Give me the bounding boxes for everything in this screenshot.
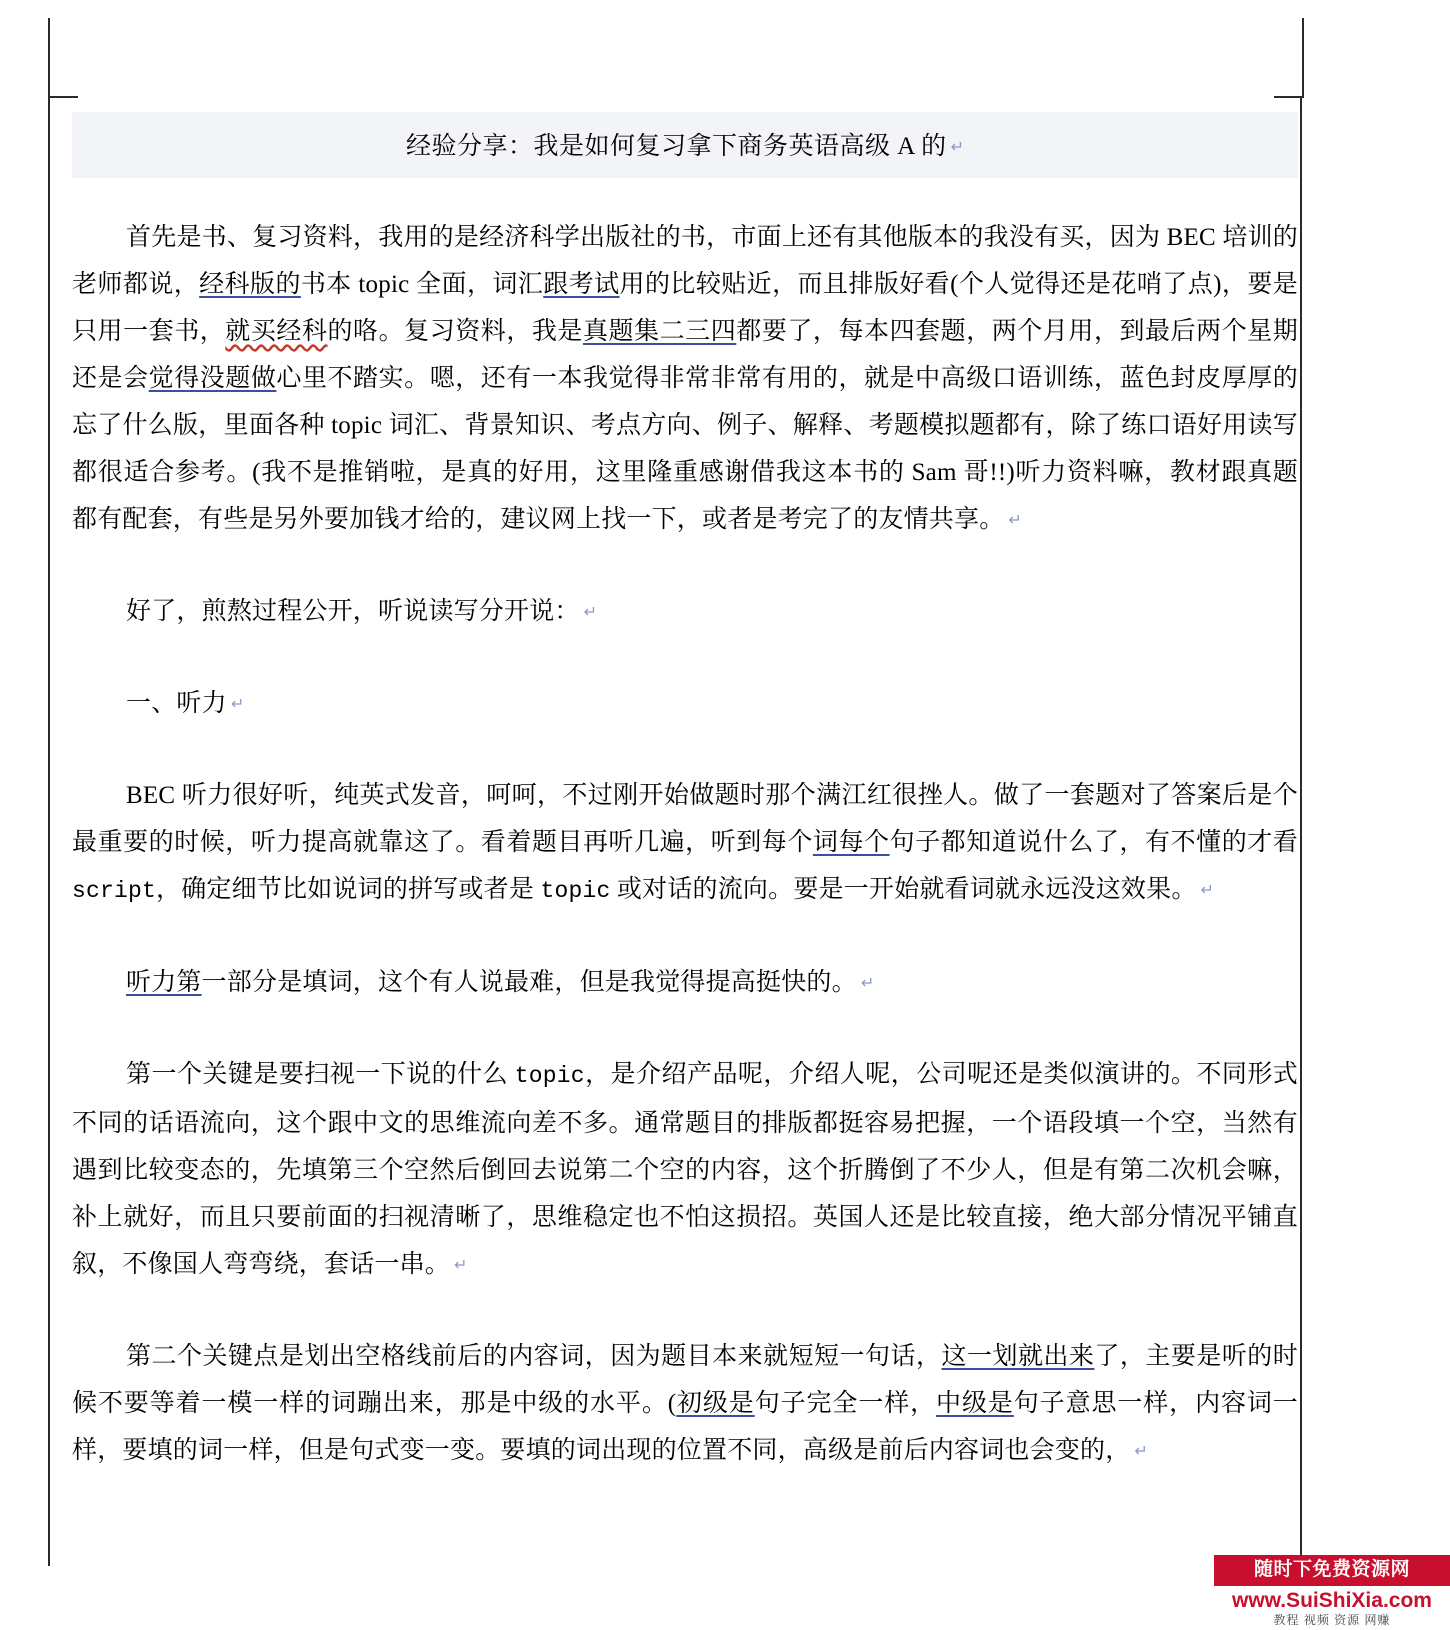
paragraph-6 [72, 1051, 1298, 1289]
crop-mark-top-right [1274, 18, 1304, 98]
text-run: 初级是 [676, 1390, 755, 1417]
text-run: script [72, 878, 157, 904]
text-run: 这一划就出来 [941, 1343, 1095, 1370]
text-run: 跟考试 [543, 271, 620, 298]
text-run: 首先是书、复习资料，我用的是经济科学出版社的书，市面上还有其他版本的我没有买，因为 BEC 培训的老师都说， [72, 224, 1298, 298]
text-run: 听力第 [126, 969, 202, 996]
pilcrow-mark: ↵ [1200, 882, 1215, 899]
pilcrow-mark: ↵ [950, 139, 965, 156]
watermark-line-3: 教程 视频 资源 网赚 [1214, 1614, 1450, 1630]
text-run: topic [540, 878, 611, 904]
text-run: BEC 听力很好听，纯英式发音，呵呵，不过刚开始做题时那个满江红很挫人。做了一套题对了答案后是个最重要的时候，听力提高就靠这了。看着题目再听几遍，听到每个 [72, 782, 1298, 856]
pilcrow-mark: ↵ [583, 604, 598, 621]
text-run: 句子都知道说什么了，有不懂的才看 [889, 829, 1298, 856]
text-run: 词每个 [812, 829, 890, 856]
paragraph-4 [72, 772, 1298, 915]
text-run: 的咯。复习资料，我是 [327, 318, 583, 345]
text-run: 句子完全一样， [754, 1390, 937, 1417]
page-title: 经验分享：我是如何复习拿下商务英语高级 A 的 [405, 133, 947, 160]
paragraph-2 [72, 588, 1298, 636]
text-run: 都要了，每本四套题，两个月用，到最后两个星期还是会 [72, 318, 1298, 392]
paragraph-1 [72, 214, 1298, 544]
text-run: ，确定细节比如说词的拼写或者是 [156, 876, 541, 903]
pilcrow-mark: ↵ [454, 1257, 468, 1274]
text-run: 好了，煎熬过程公开，听说读写分开说： [126, 598, 580, 625]
text-run: 觉得没题做 [148, 365, 277, 392]
text-run: 一、听力 [126, 690, 227, 717]
text-run: 了，主要是听的时候不要等着一模一样的词蹦出来，那是中级的水平。( [72, 1343, 1298, 1417]
watermark [1214, 1555, 1450, 1630]
crop-mark-top-left [48, 18, 78, 98]
paragraph-3-heading-listening [72, 680, 1298, 728]
text-run: 用的比较贴近，而且排版好看(个人觉得还是花哨了点)，要是只用一套书， [72, 271, 1298, 345]
text-run: 心里不踏实。嗯，还有一本我觉得非常非常有用的，就是中高级口语训练，蓝色封皮厚厚的忘了什么版，里面各种 topic 词汇、背景知识、考点方向、例子、解释、考题模拟题都有，除了练口语好用读写都很适合参考。(我不是推销啦，是真的好用，这里隆重感谢借我这本书的 Sam 哥!!)听力资料嘛，教材跟真题都有配套，有些是另外要加钱才给的，建议网上找一下，或者是考完了的友情共享。 [72, 365, 1298, 533]
text-run: ，是介绍产品呢，介绍人呢，公司呢还是类似演讲的。不同形式不同的话语流向，这个跟中文的思维流向差不多。通常题目的排版都挺容易把握，一个语段填一个空，当然有遇到比较变态的，先填第三个空然后倒回去说第二个空的内容，这个折腾倒了不少人，但是有第二次机会嘛，补上就好，而且只要前面的扫视清晰了，思维稳定也不怕这损招。英国人还是比较直接，绝大部分情况平铺直叙，不像国人弯弯绕，套话一串。 [72, 1061, 1299, 1278]
paragraph-7 [72, 1333, 1298, 1475]
text-run: topic [514, 1063, 585, 1089]
paragraph-5 [72, 959, 1298, 1007]
watermark-line-2: www.SuiShiXia.com [1214, 1586, 1450, 1614]
page-left-margin-rule [48, 96, 50, 1566]
pilcrow-mark: ↵ [230, 696, 245, 713]
text-run: 第二个关键点是划出空格线前后的内容词，因为题目本来就短短一句话， [126, 1343, 942, 1370]
document-title-band [72, 112, 1298, 178]
pilcrow-mark: ↵ [860, 975, 875, 992]
text-run: 就买经科 [225, 318, 328, 345]
text-run: 经科版的 [199, 271, 301, 298]
text-run: 一部分是填词，这个有人说最难，但是我觉得提高挺快的。 [201, 969, 857, 996]
text-run: 中级是 [936, 1390, 1014, 1417]
pilcrow-mark: ↵ [1008, 512, 1023, 529]
page-right-margin-rule [1300, 96, 1302, 1566]
text-run: 第一个关键是要扫视一下说的什么 [126, 1061, 515, 1088]
pilcrow-mark: ↵ [1134, 1443, 1149, 1460]
text-run: 或对话的流向。要是一开始就看词就永远没这效果。 [610, 876, 1197, 903]
text-run: 句子意思一样，内容词一样，要填的词一样，但是句式变一变。要填的词出现的位置不同，高级是前后内容词也会变的， [72, 1390, 1298, 1464]
document-body [72, 112, 1298, 1475]
watermark-line-1: 随时下免费资源网 [1214, 1555, 1450, 1586]
text-run: 真题集二三四 [582, 318, 737, 345]
text-run: 书本 topic 全面，词汇 [300, 271, 544, 298]
